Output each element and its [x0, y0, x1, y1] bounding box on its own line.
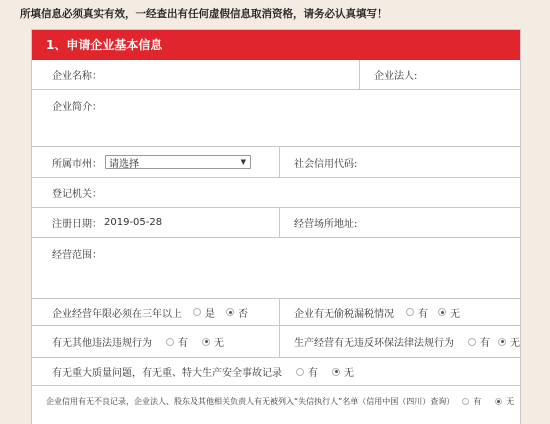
company-name-field[interactable] [32, 60, 359, 89]
years-no-radio[interactable] [226, 308, 234, 316]
illegal-no-label: 无 [214, 338, 224, 349]
row-intro [32, 90, 520, 147]
years-yes-option[interactable] [193, 305, 215, 320]
credit-no-label: 无 [506, 396, 515, 406]
accident-yes-option[interactable] [296, 364, 318, 379]
years-yes-label: 是 [205, 308, 215, 320]
years-no-option[interactable] [226, 305, 248, 320]
credit-no-option[interactable] [495, 396, 514, 407]
reg-date-label: 注册日期： [52, 219, 102, 230]
years-yes-radio[interactable] [193, 308, 201, 316]
illegal-yes-option[interactable] [166, 334, 188, 349]
credit-yes-label: 有 [473, 396, 482, 406]
row-accident [32, 358, 520, 386]
section-header: 1、申请企业基本信息 [32, 30, 520, 60]
illegal-no-radio[interactable] [202, 338, 210, 346]
credit-yes-option[interactable] [462, 396, 481, 407]
scope-label: 经营范围： [52, 250, 102, 261]
intro-label: 企业简介： [52, 102, 102, 113]
years-label: 企业经营年限必须在三年以上 [52, 308, 182, 320]
accident-yes-radio[interactable] [296, 368, 304, 376]
credit-label: 企业信用有无不良记录，企业法人、股东及其他相关负责人有无被列入“失信执行人”名单（信用中国（四川）查询） [46, 396, 455, 406]
accident-yes-label: 有 [308, 368, 318, 379]
credit-code-field[interactable] [279, 147, 520, 177]
city-label: 所属市州： [52, 158, 102, 170]
env-yes-option[interactable] [468, 334, 490, 349]
illegal-label: 有无其他违法违规行为 [52, 338, 152, 349]
credit-no-radio[interactable] [495, 398, 502, 405]
legal-person-label: 企业法人: [374, 71, 418, 82]
accident-question [32, 358, 520, 385]
tax-no-label: 无 [450, 308, 460, 320]
env-question [279, 326, 520, 357]
tax-question [279, 299, 520, 325]
tax-no-radio[interactable] [438, 308, 446, 316]
credit-code-label: 社会信用代码: [294, 158, 358, 170]
registry-field[interactable] [32, 178, 520, 207]
illegal-yes-label: 有 [178, 338, 188, 349]
city-select-value: 请选择 [109, 158, 139, 170]
env-yes-radio[interactable] [468, 338, 476, 346]
accident-no-label: 无 [344, 368, 354, 379]
company-name-label: 企业名称： [52, 71, 102, 82]
row-scope [32, 238, 520, 299]
tax-label: 企业有无偷税漏税情况 [294, 308, 394, 320]
row-name [32, 60, 520, 90]
env-yes-label: 有 [480, 338, 490, 349]
accident-label: 有无重大质量问题，有无重、特大生产安全事故记录 [52, 368, 282, 379]
illegal-question [32, 326, 279, 357]
scope-field[interactable] [32, 238, 520, 298]
tax-no-option[interactable] [438, 305, 460, 320]
reg-date-field[interactable] [32, 208, 279, 237]
legal-person-field[interactable] [359, 60, 520, 89]
registry-label: 登记机关： [52, 189, 102, 200]
env-no-option[interactable] [498, 334, 520, 349]
notice-text: 所填信息必须真实有效，一经查出有任何虚假信息取消资格，请务必认真填写！ [20, 8, 388, 20]
illegal-no-option[interactable] [202, 334, 224, 349]
chevron-down-icon: ▼ [240, 158, 246, 166]
row-years [32, 299, 520, 326]
illegal-yes-radio[interactable] [166, 338, 174, 346]
credit-question [32, 386, 520, 416]
env-label: 生产经营有无违反环保法律法规行为 [294, 338, 454, 349]
credit-yes-radio[interactable] [462, 398, 469, 405]
city-field [32, 147, 279, 177]
tax-yes-radio[interactable] [406, 308, 414, 316]
intro-field[interactable] [32, 90, 520, 146]
reg-date-value: 2019-05-28 [104, 217, 163, 228]
accident-no-radio[interactable] [332, 368, 340, 376]
address-label: 经营场所地址: [294, 219, 358, 230]
company-info-form [31, 29, 521, 424]
accident-no-option[interactable] [332, 364, 354, 379]
tax-yes-option[interactable] [406, 305, 428, 320]
row-credit [32, 386, 520, 416]
years-question [32, 299, 279, 325]
years-no-label: 否 [238, 308, 248, 320]
env-no-radio[interactable] [498, 338, 506, 346]
row-registry [32, 178, 520, 208]
row-city [32, 147, 520, 178]
tax-yes-label: 有 [418, 308, 428, 320]
city-select[interactable] [105, 155, 251, 169]
address-field[interactable] [279, 208, 520, 237]
env-no-label: 无 [510, 338, 520, 349]
row-illegal [32, 326, 520, 358]
row-date [32, 208, 520, 238]
